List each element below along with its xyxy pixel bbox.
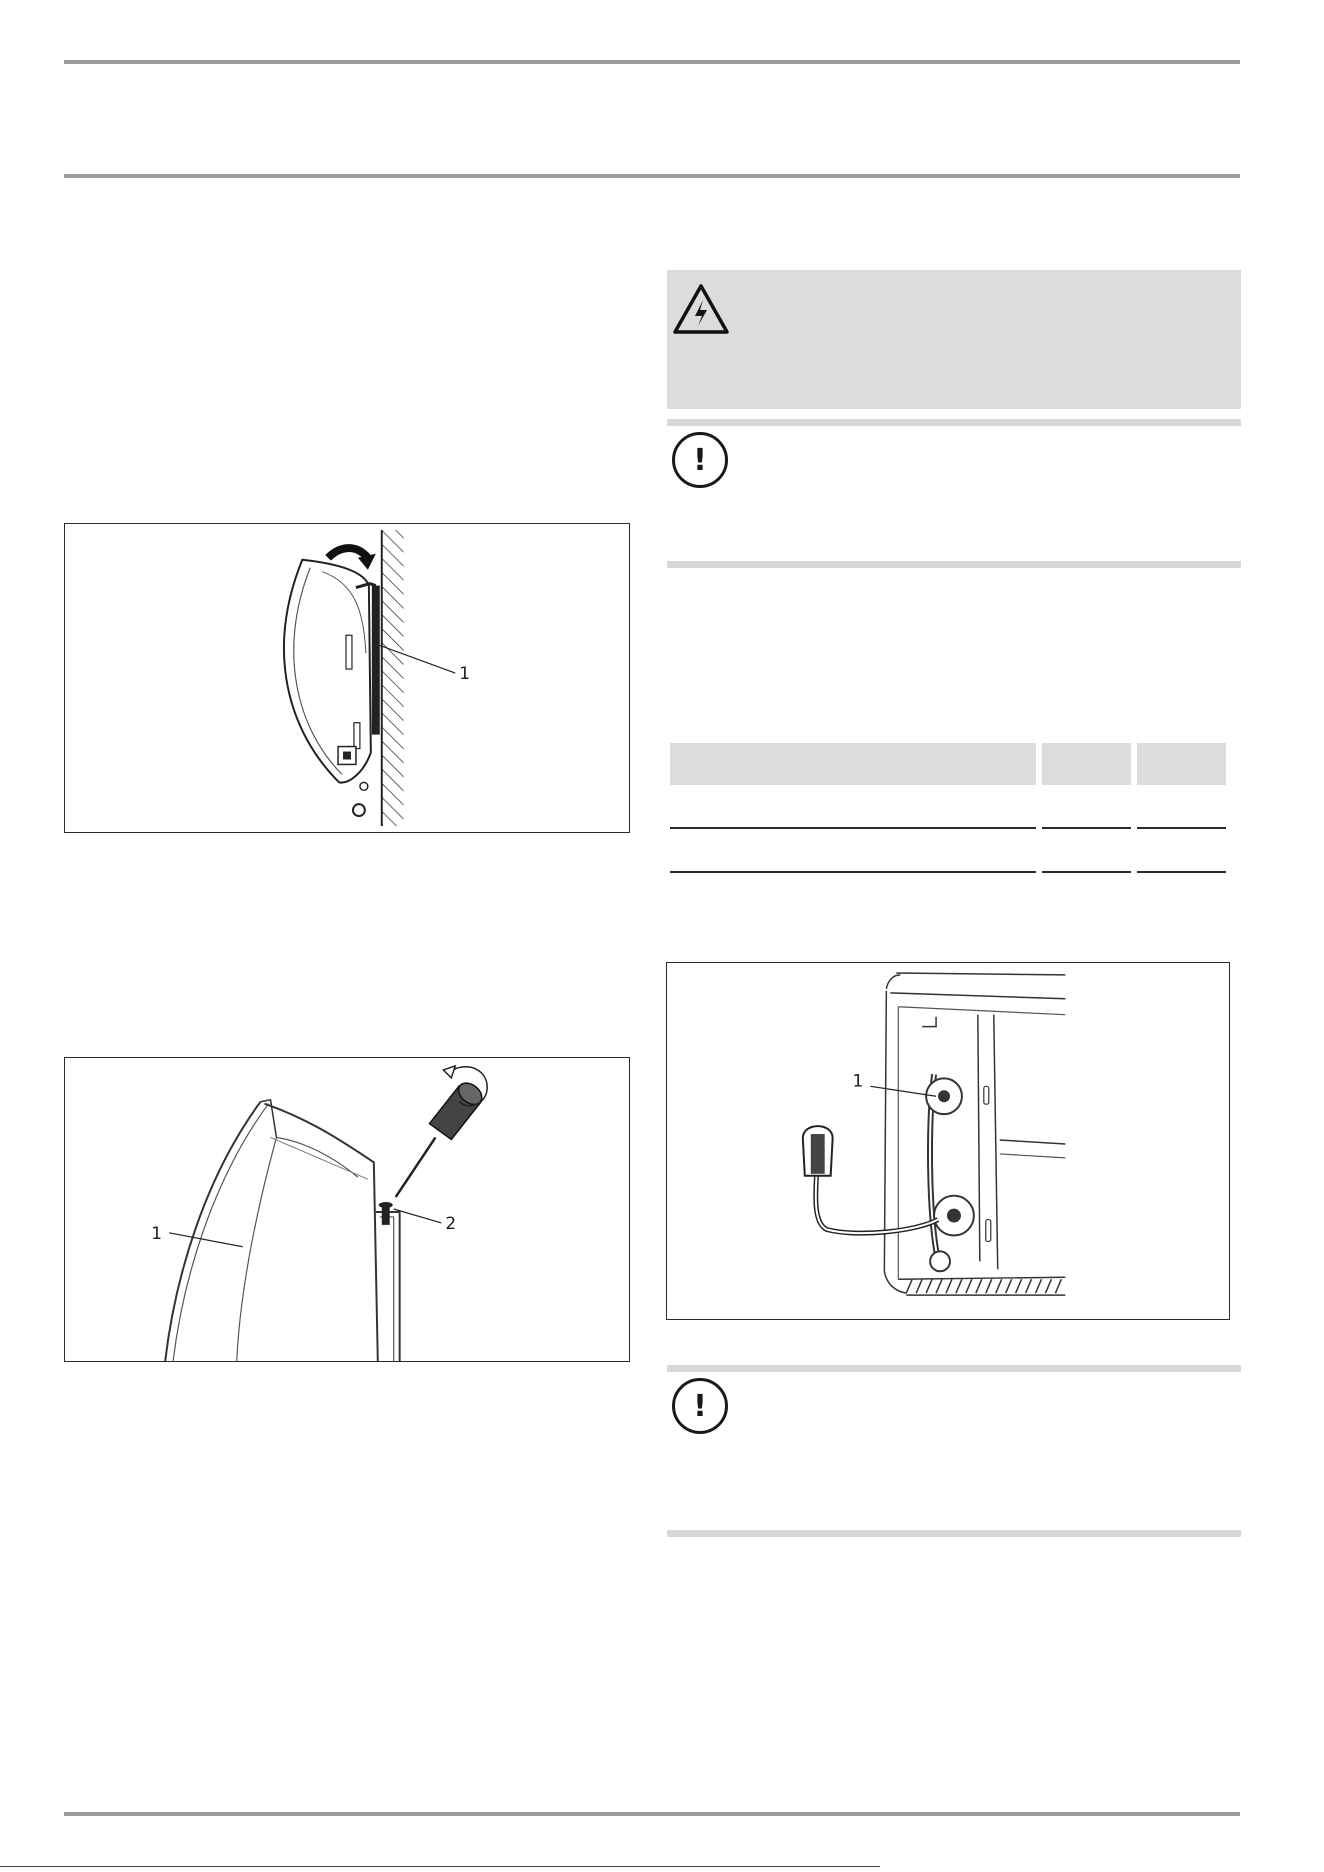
table-row-1-col-1 [670, 827, 1036, 829]
notice-1-bottom-bar [667, 561, 1241, 568]
fig3-callout-1: 1 [852, 1070, 864, 1091]
header-rule-bottom [64, 174, 1240, 178]
figure-screw-fastening [64, 1057, 630, 1362]
exclamation-notice-icon: ! [672, 1378, 728, 1434]
warning-box [667, 270, 1241, 409]
table-row-2-col-2 [1042, 871, 1131, 873]
table-row-2-col-1 [670, 871, 1036, 873]
table-header-col-1 [670, 743, 1036, 785]
electric-shock-warning-icon [671, 282, 731, 336]
figure-wall-mounting [64, 523, 630, 833]
exclamation-notice-icon: ! [672, 432, 728, 488]
table-header-col-3 [1137, 743, 1226, 785]
power-cable-illustration [667, 963, 1229, 1319]
fig1-callout-1: 1 [459, 662, 471, 683]
footer-thin-line [0, 1866, 880, 1867]
table-row-2-col-3 [1137, 871, 1226, 873]
notice-2-bottom-bar [667, 1530, 1241, 1537]
table-row-1-col-3 [1137, 827, 1226, 829]
notice-1-top-bar [667, 419, 1241, 426]
table-row-1-col-2 [1042, 827, 1131, 829]
wall-mounting-illustration [65, 524, 629, 832]
figure-power-cable [666, 962, 1230, 1320]
table-header-col-2 [1042, 743, 1131, 785]
footer-rule [64, 1812, 1240, 1816]
fig2-callout-2: 2 [445, 1212, 457, 1233]
notice-2-top-bar [667, 1365, 1241, 1372]
fig2-callout-1: 1 [151, 1222, 163, 1243]
header-rule-top [64, 60, 1240, 64]
screw-fastening-illustration [65, 1058, 629, 1361]
